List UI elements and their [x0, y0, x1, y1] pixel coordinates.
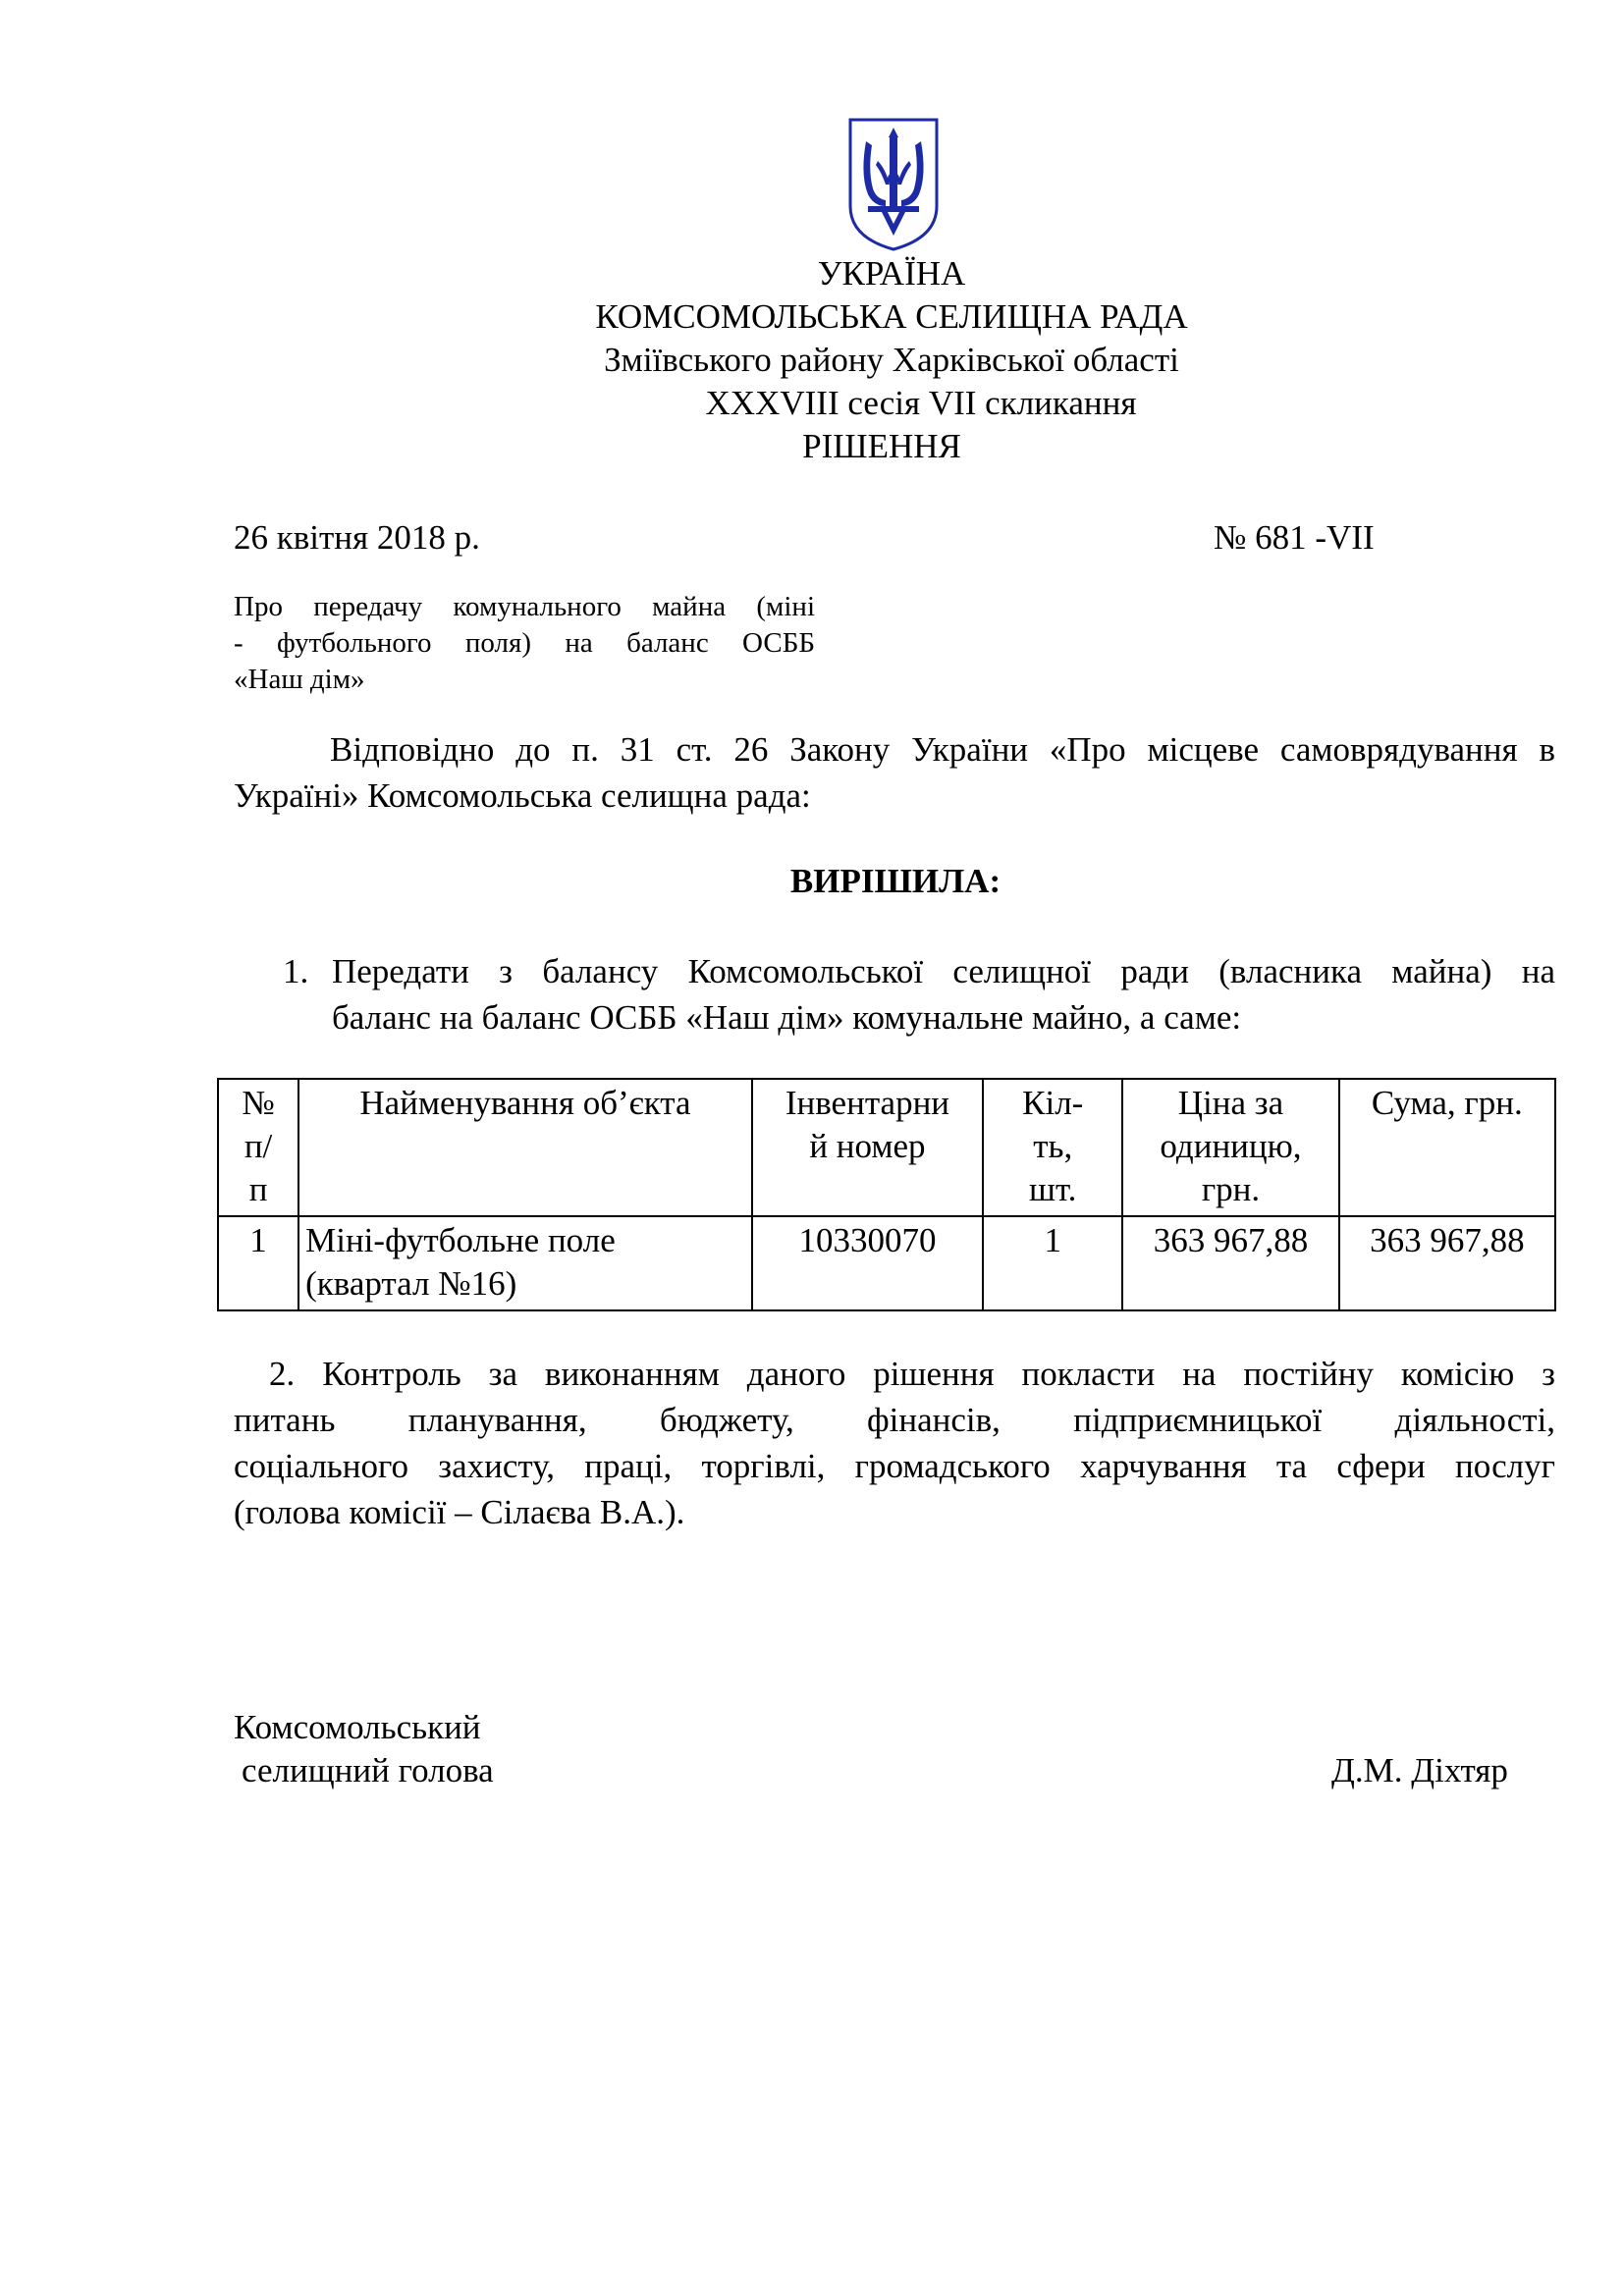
district-name: Зміївського району Харківської області [604, 341, 1179, 379]
item-2-line [234, 1351, 1555, 1397]
country-title: УКРАЇНА [817, 254, 966, 293]
cell-quantity: 1 [983, 1216, 1122, 1310]
preamble-line: Україні» Комсомольська селищна рада: [234, 776, 811, 815]
header-text: ть, [1033, 1127, 1073, 1165]
item-1-line: Передати з балансу Комсомольської селищної ради (власника майна) на [332, 952, 1555, 990]
cell-inventory: 10330070 [752, 1216, 983, 1310]
item-1-text [332, 948, 1555, 1041]
document-type: РІШЕННЯ [802, 427, 961, 465]
signatory-title-line1: Комсомольський [234, 1708, 481, 1746]
item-2-line-text: Контроль за виконанням даного рішення покласти на постійну комісію з [322, 1355, 1556, 1393]
header-text: № [242, 1084, 275, 1122]
header-text: п [248, 1170, 268, 1208]
subject-line: Про передачу комунального майна (міні [234, 591, 815, 622]
column-header-inventory [752, 1079, 983, 1216]
header-text: Найменування об’єкта [359, 1084, 691, 1122]
header-text: Інвентарни [785, 1084, 950, 1122]
header-text: одиницю, [1160, 1127, 1302, 1165]
session-line: XXXVIII сесія VII скликання [705, 384, 1137, 422]
column-header-number [218, 1079, 298, 1216]
item-1-number: 1. [283, 952, 309, 990]
subject-line: - футбольного поля) на баланс ОСББ [234, 627, 815, 659]
cell-name [298, 1216, 752, 1310]
item-2-line: питань планування, бюджету, фінансів, підприємницької діяльності, [234, 1401, 1555, 1439]
item-2-number: 2. [269, 1355, 296, 1393]
coat-of-arms-icon [846, 116, 941, 253]
header-text: й номер [809, 1127, 926, 1165]
preamble [234, 726, 1555, 819]
decided-heading: ВИРІШИЛА: [789, 862, 1001, 900]
item-2-line: (голова комісії – Сілаєва В.А.). [234, 1493, 685, 1531]
header-text: п/ [244, 1127, 273, 1165]
property-table [217, 1078, 1556, 1311]
table-row [218, 1216, 1555, 1310]
item-1-line: баланс на баланс ОСББ «Наш дім» комунальне майно, а саме: [332, 998, 1242, 1037]
column-header-sum [1339, 1079, 1555, 1216]
cell-unit-price: 363 967,88 [1122, 1216, 1338, 1310]
table-header-row [218, 1079, 1555, 1216]
item-2-line: соціального захисту, праці, торгівлі, громадського харчування та сфери послуг [234, 1447, 1555, 1485]
column-header-quantity [983, 1079, 1122, 1216]
column-header-name [298, 1079, 752, 1216]
cell-text: Міні-футбольне поле [305, 1221, 616, 1259]
cell-number: 1 [218, 1216, 298, 1310]
header-text: грн. [1201, 1170, 1261, 1208]
document-number: № 681 -VII [1214, 518, 1375, 557]
header-text: Кіл- [1022, 1084, 1084, 1122]
signatory-name: Д.М. Діхтяр [1331, 1751, 1508, 1789]
document-date: 26 квітня 2018 р. [234, 518, 480, 557]
column-header-unit-price [1122, 1079, 1338, 1216]
header-text: шт. [1029, 1170, 1077, 1208]
header-text: Ціна за [1177, 1084, 1284, 1122]
decision-subject [234, 589, 815, 698]
cell-sum: 363 967,88 [1339, 1216, 1555, 1310]
subject-line: «Наш дім» [234, 664, 365, 695]
item-2-text [234, 1351, 1555, 1535]
header-text: Сума, грн. [1371, 1084, 1523, 1122]
signatory-title-line2: селищний голова [242, 1751, 494, 1789]
council-name: КОМСОМОЛЬСЬКА СЕЛИЩНА РАДА [595, 297, 1188, 336]
preamble-line: Відповідно до п. 31 ст. 26 Закону України «Про місцеве самоврядування в [330, 730, 1555, 769]
cell-text: (квартал №16) [305, 1264, 517, 1303]
